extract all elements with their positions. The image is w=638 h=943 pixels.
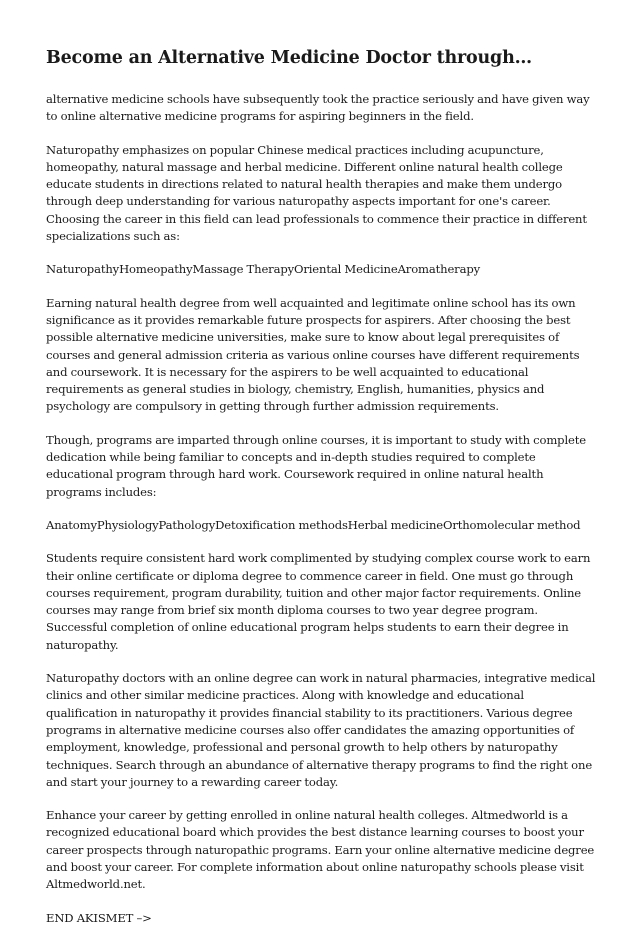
paragraph-enhance-career: Enhance your career by getting enrolled in online natural health colleges. Altmedworld is a recognized educational board which provides the best distance learning courses to boost your career prospects through naturopathic programs. Earn your online alternative medicine degree and boost your career. For complete information about online naturopathy schools please visit Altmedworld.net.	[46, 808, 595, 892]
paragraph-intro: alternative medicine schools have subsequently took the practice seriously and have given way to online alternative medicine programs for aspiring beginners in the field.	[46, 92, 590, 124]
paragraph-end-marker: END AKISMET –>	[46, 910, 152, 925]
paragraph-naturopathy-doctors: Naturopathy doctors with an online degree can work in natural pharmacies, integrative medical clinics and other similar medicine practices. Along with knowledge and educational qualification in naturopathy it provides financial stability to its practitioners. Various degree programs in alternative medicine courses also offer candidates the amazing opportunities of employment, knowledge, professional and personal growth to help others by naturopathy techniques. Search through an abundance of alternative therapy programs to find the right one and start your journey to a rewarding career today.	[46, 671, 596, 789]
page-title: Become an Alternative Medicine Doctor through…	[46, 48, 532, 68]
paragraph-online-programs: Though, programs are imparted through online courses, it is important to study with complete dedication while being familiar to concepts and in-depth studies required to complete educational program through hard work. Coursework required in online natural health programs includes:	[46, 432, 586, 499]
document-page	[46, 46, 598, 943]
paragraph-students-require: Students require consistent hard work complimented by studying complex course work to earn their online certificate or diploma degree to commence career in field. One must go through courses requirement, program durability, tuition and other major factor requirements. Online courses may range from brief six month diploma courses to two year degree program. Successful completion of online educational program helps students to earn their degree in naturopathy.	[46, 551, 591, 652]
paragraph-naturopathy-emphasis: Naturopathy emphasizes on popular Chinese medical practices including acupuncture, homeopathy, natural massage and herbal medicine. Different online natural health college educate students in directions related to natural health therapies and make them undergo through deep understanding for various naturopathy aspects important for one's career. Choosing the career in this field can lead professionals to commence their practice in different specializations such as:	[46, 142, 587, 244]
specializations-list: NaturopathyHomeopathyMassage TherapyOriental MedicineAromatherapy	[46, 262, 481, 277]
coursework-list: AnatomyPhysiologyPathologyDetoxification methodsHerbal medicineOrthomolecular method	[46, 517, 581, 532]
paragraph-earning-degree: Earning natural health degree from well acquainted and legitimate online school has its own significance as it provides remarkable future prospects for aspirers. After choosing the best possible alternative medicine universities, make sure to know about legal prerequisites of courses and general admission criteria as various online courses have different requirements and coursework. It is necessary for the aspirers to be well acquainted to educational requirements as general studies in biology, chemistry, English, humanities, physics and psychology are compulsory in getting through further admission requirements.	[46, 295, 580, 414]
